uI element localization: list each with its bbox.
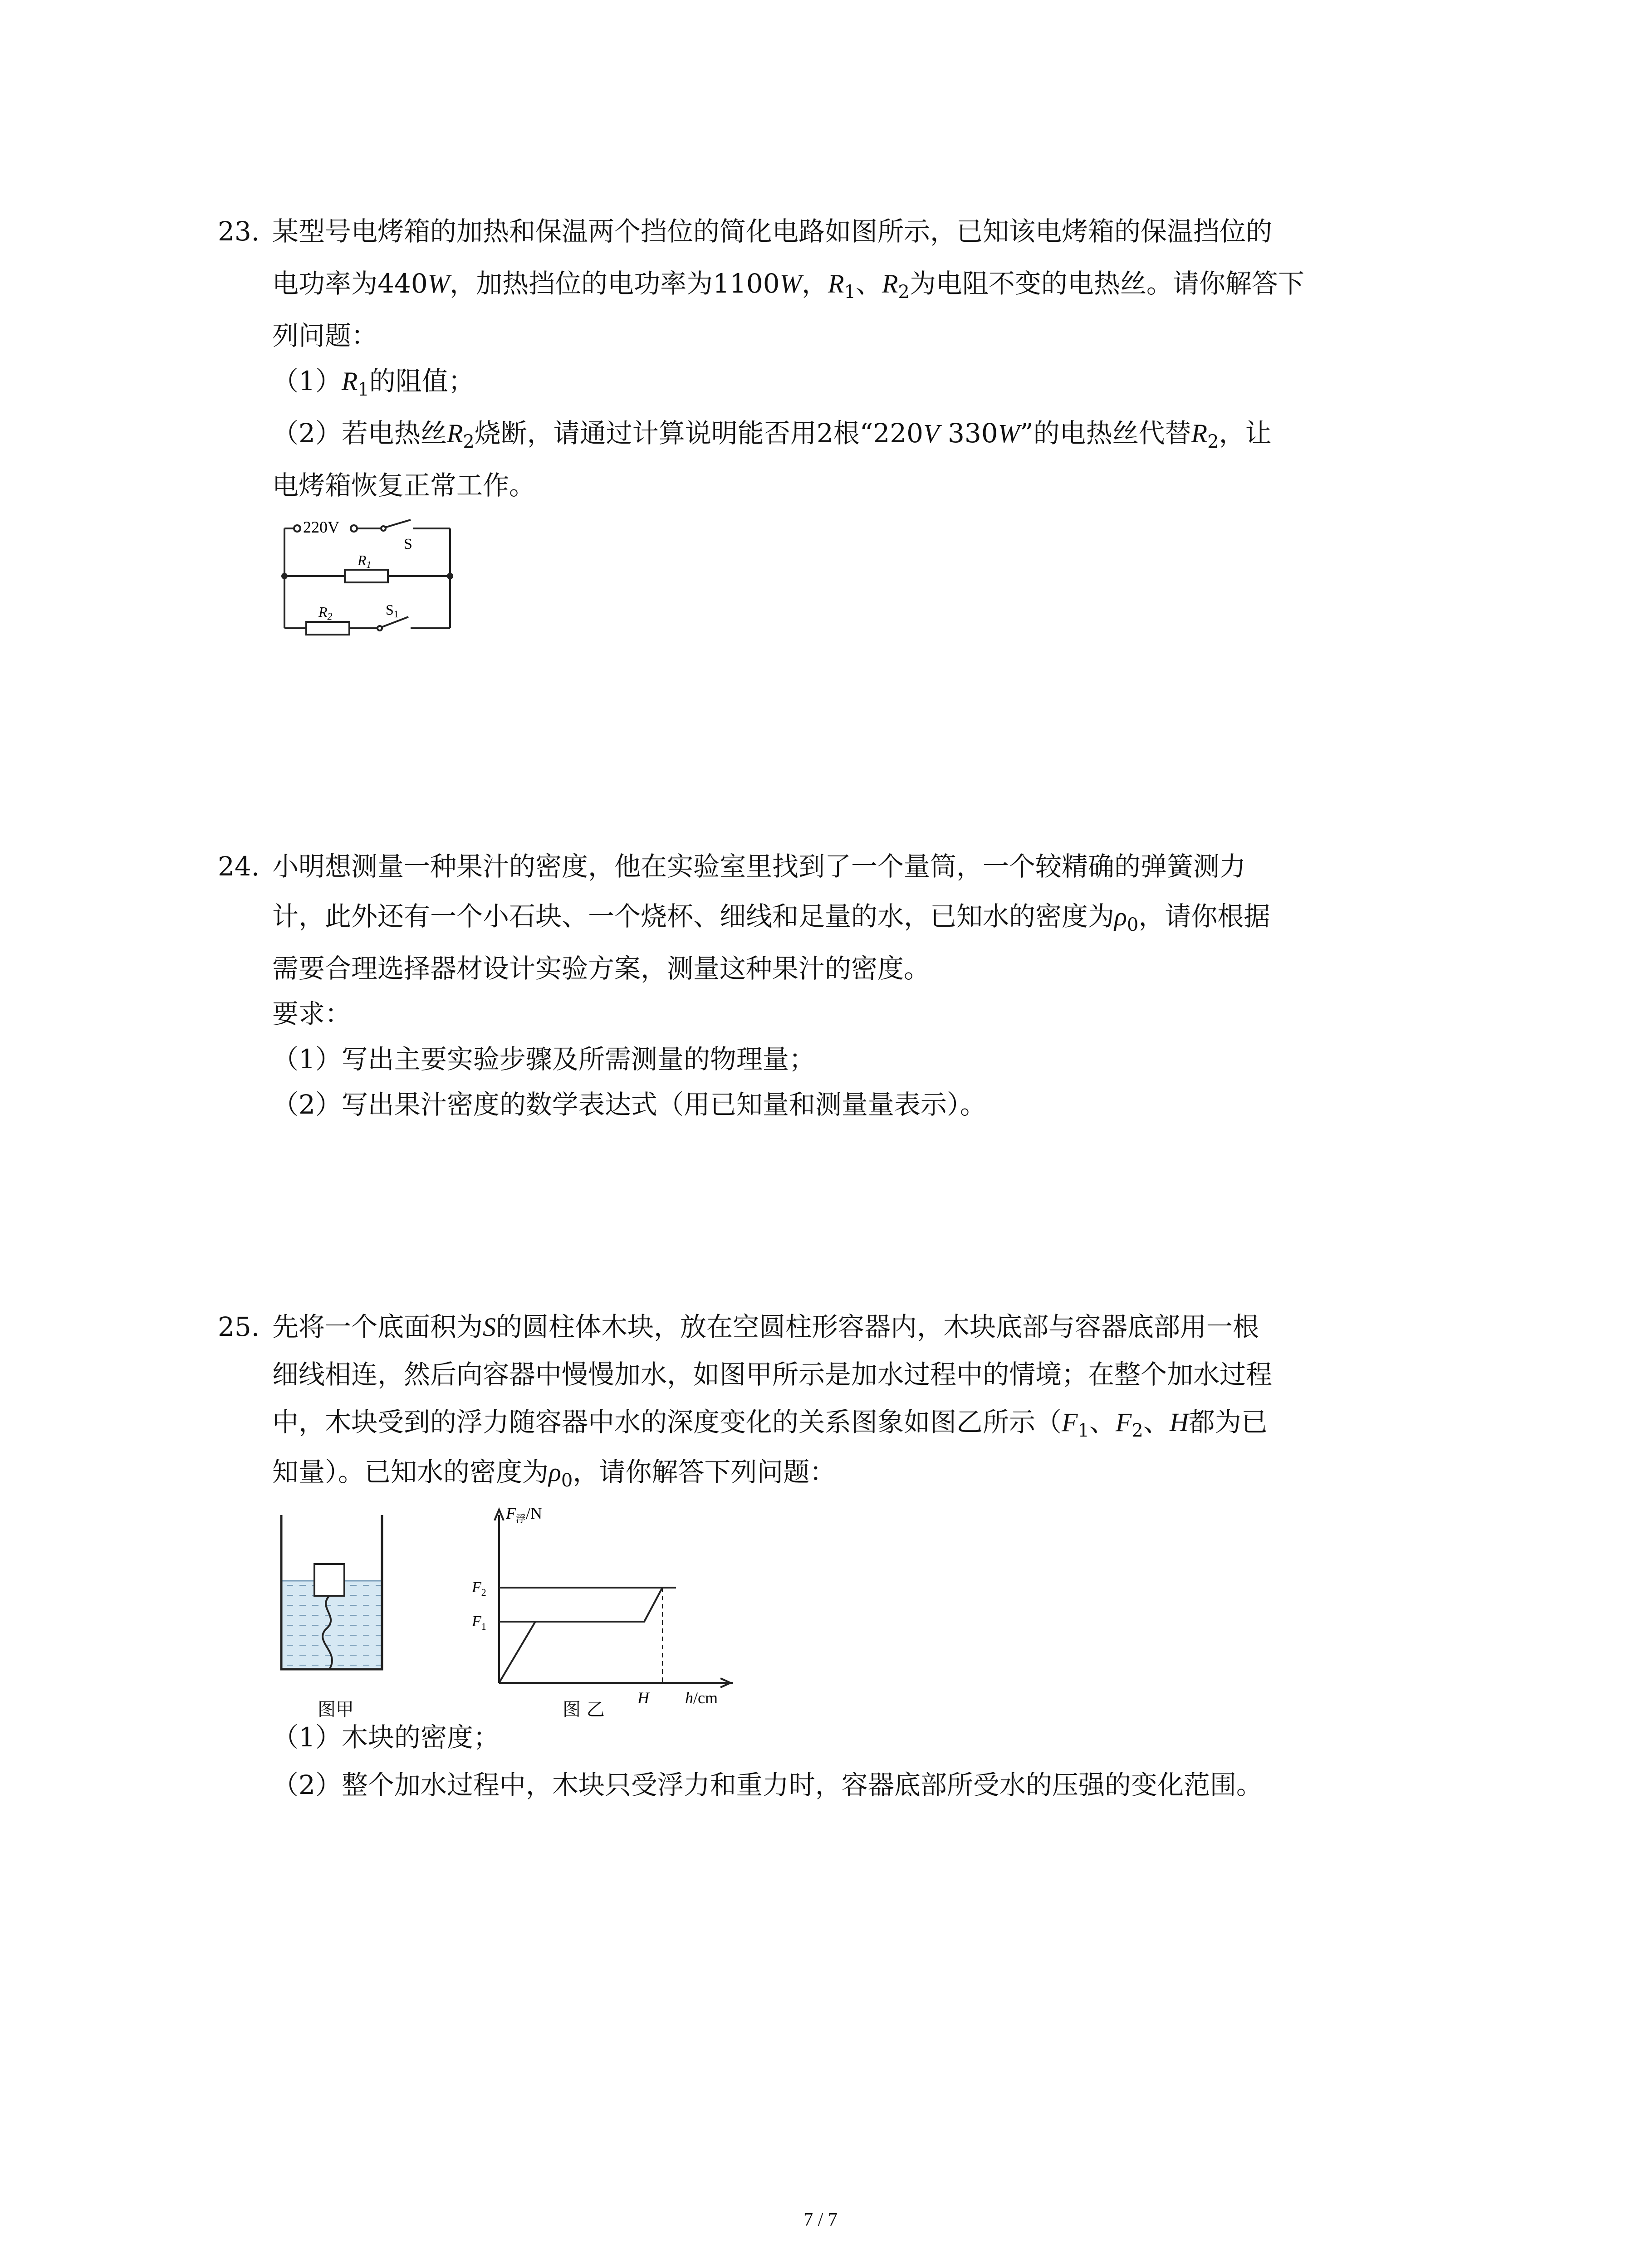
q25-part-1: （1）木块的密度； [272, 1722, 500, 1753]
tick-f2: $F_2$ [472, 1579, 486, 1598]
q25-number: 25. [218, 1311, 260, 1342]
q24-line-2: 计，此外还有一个小石块、一个烧杯、细线和足量的水，已知水的密度为$\rho_0$，请你根据 [272, 901, 1270, 935]
graph-y-label: $F_浮/N$ [506, 1504, 543, 1525]
switch-s-blade [385, 520, 411, 528]
q24-number: 24. [218, 851, 260, 882]
q23-circuit-diagram [272, 517, 463, 640]
terminal-left [294, 525, 300, 532]
q23-line-2: 电功率为440W，加热挡位的电功率为1100W，$R_1$、$R_2$为电阻不变的电热丝。请你解答下 [272, 268, 1304, 303]
q25-line-4: 知量）。已知水的密度为$\rho_0$，请你解答下列问题： [272, 1457, 836, 1491]
terminal-right [351, 525, 357, 532]
q25-figure-yi [449, 1501, 730, 1707]
buoyancy-curve [499, 1588, 662, 1683]
switch-s-label: S [404, 536, 412, 552]
junction-right [447, 573, 453, 579]
q23-part-2: （2）若电热丝$R_2$烧断，请通过计算说明能否用2根“220V 330W”的电热丝代替$R_2$，让 [272, 418, 1272, 452]
q24-line-1: 24. 小明想测量一种果汁的密度，他在实验室里找到了一个量筒，一个较精确的弹簧测力 [218, 848, 1246, 885]
q24-part-1: （1）写出主要实验步骤及所需测量的物理量； [272, 1044, 815, 1075]
q25-line-3: 中，木块受到的浮力随容器中水的深度变化的关系图象如图乙所示（$F_1$、$F_2$、H都为已 [272, 1407, 1268, 1441]
q23-part-2-line-2: 电烤箱恢复正常工作。 [272, 470, 536, 501]
tick-h: H [637, 1689, 649, 1707]
q23-number: 23. [218, 216, 260, 247]
graph-x-label: h/cm [685, 1689, 718, 1707]
resistor-r2 [306, 622, 349, 635]
q25-part-2: （2）整个加水过程中，木块只受浮力和重力时，容器底部所受水的压强的变化范围。 [272, 1769, 1263, 1800]
wood-block [314, 1564, 344, 1596]
q23-part-1: $(1)R_1$的阻值； [272, 366, 475, 400]
q25-line-1: 25. 先将一个底面积为S的圆柱体木块，放在空圆柱形容器内，木块底部与容器底部用一根 [218, 1309, 1259, 1345]
q23-line-3: 列问题： [272, 320, 378, 351]
q24-line-4: 要求： [272, 998, 352, 1029]
q25-line-2: 细线相连，然后向容器中慢慢加水，如图甲所示是加水过程中的情境；在整个加水过程 [272, 1359, 1273, 1390]
r1-label: R1 [358, 552, 372, 570]
q23-line-1: 23. 某型号电烤箱的加热和保温两个挡位的简化电路如图所示，已知该电烤箱的保温挡位的 [218, 213, 1272, 249]
resistor-r1 [345, 570, 388, 582]
fig-jia-caption: 图甲 [318, 1699, 354, 1720]
page-number: 7 / 7 [803, 2209, 838, 2230]
switch-s1-label: S1 [386, 601, 399, 620]
q24-line-3: 需要合理选择器材设计实验方案，测量这种果汁的密度。 [272, 953, 931, 984]
r2-label: R2 [318, 604, 333, 622]
voltage-label: 220V [303, 518, 339, 536]
q25-figure-jia [272, 1510, 390, 1692]
tick-f1: $F_1$ [472, 1613, 486, 1632]
junction-left [281, 573, 288, 579]
q24-part-2: （2）写出果汁密度的数学表达式（用已知量和测量量表示）。 [272, 1089, 986, 1120]
fig-yi-caption: 图 乙 [563, 1699, 605, 1720]
